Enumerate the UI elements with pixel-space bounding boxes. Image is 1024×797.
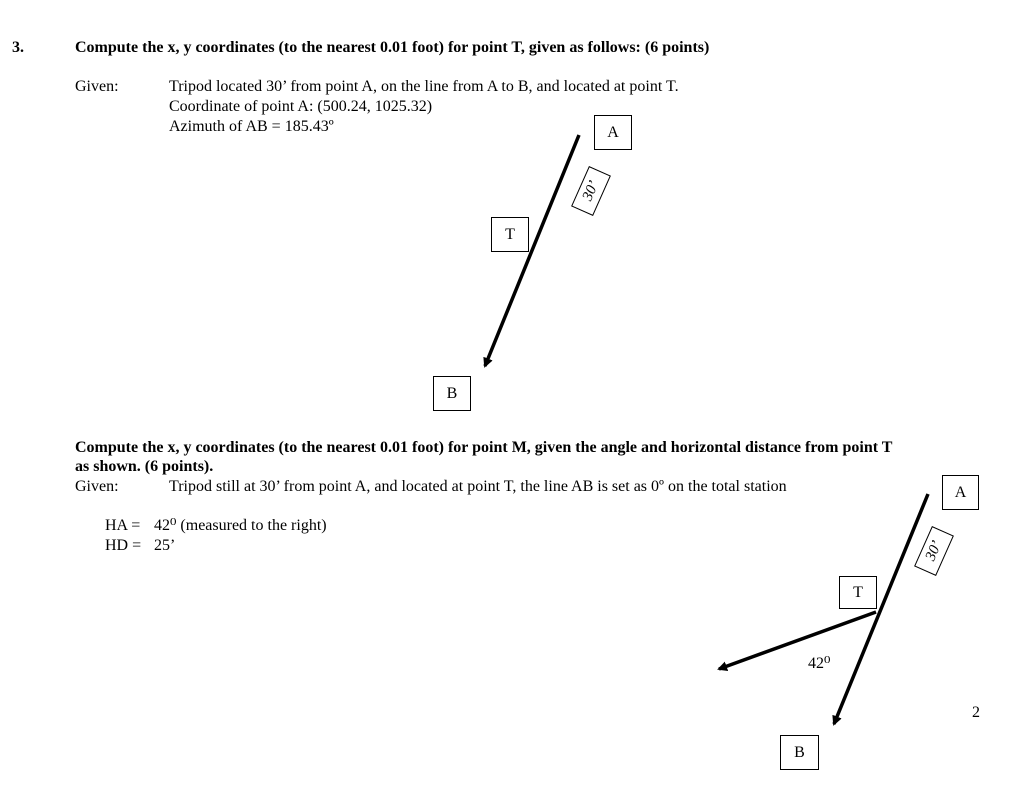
problem-title: Compute the x, y coordinates (to the nearest 0.01 foot) for point T, given as follows: (6 points) bbox=[75, 39, 710, 56]
point-a-label-2: A bbox=[942, 475, 979, 510]
line-t-to-m bbox=[719, 612, 876, 669]
given-line-coordinate: Coordinate of point A: (500.24, 1025.32) bbox=[169, 98, 433, 115]
hd-label: HD = bbox=[105, 537, 142, 554]
point-b-label: B bbox=[433, 376, 471, 411]
point-a-label: A bbox=[594, 115, 632, 150]
given-line-tripod: Tripod located 30’ from point A, on the line from A to B, and located at point T. bbox=[169, 78, 679, 95]
ha-value: 42⁰ (measured to the right) bbox=[154, 517, 327, 534]
part2-title-line1: Compute the x, y coordinates (to the nearest 0.01 foot) for point M, given the angle and horizontal distance from point T bbox=[75, 439, 893, 456]
given-label: Given: bbox=[75, 78, 119, 95]
distance-label-30ft: 30’ bbox=[571, 166, 611, 216]
part2-given-label: Given: bbox=[75, 478, 119, 495]
given-line-azimuth: Azimuth of AB = 185.43º bbox=[169, 118, 334, 135]
page-number: 2 bbox=[972, 704, 980, 721]
hd-value: 25’ bbox=[154, 537, 176, 554]
problem-number: 3. bbox=[12, 39, 24, 56]
point-t-label: T bbox=[491, 217, 529, 252]
distance-label-30ft-2: 30’ bbox=[914, 526, 954, 576]
point-t-label-2: T bbox=[839, 576, 877, 609]
angle-label-42: 42⁰ bbox=[808, 655, 831, 672]
part2-title-line2: as shown. (6 points). bbox=[75, 458, 214, 475]
part2-given-text: Tripod still at 30’ from point A, and located at point T, the line AB is set as 0º on the total station bbox=[169, 478, 787, 495]
point-b-label-2: B bbox=[780, 735, 819, 770]
ha-label: HA = bbox=[105, 517, 141, 534]
line-a-to-b-2 bbox=[834, 494, 928, 724]
